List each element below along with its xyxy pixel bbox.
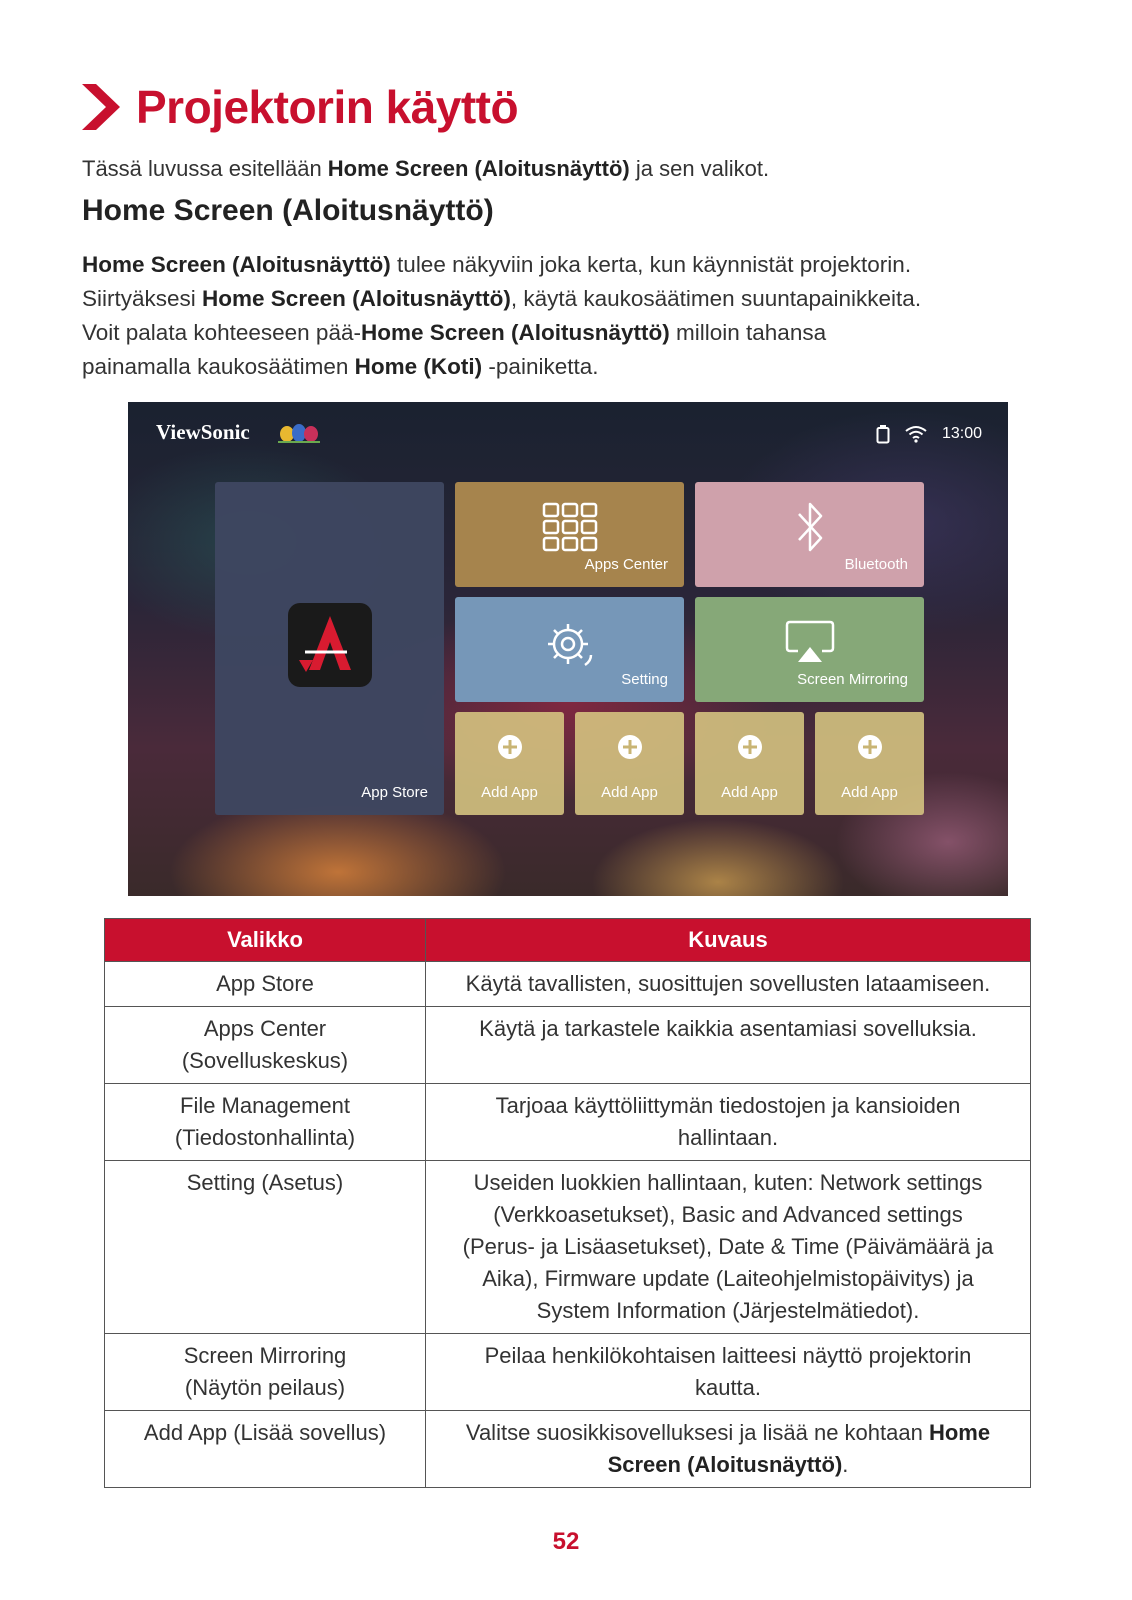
tile-app-store[interactable] (215, 482, 444, 815)
table-row (105, 1161, 1031, 1334)
description-cell: Käytä ja tarkastele kaikkia asentamiasi sovelluksia. (426, 1007, 1031, 1084)
menu-cell: Screen Mirroring (Näytön peilaus) (105, 1334, 426, 1411)
chevron-right-icon (80, 82, 122, 132)
tile-label: Setting (621, 671, 668, 688)
column-header-menu: Valikko (105, 919, 426, 962)
description-cell: Valitse suosikkisovelluksesi ja lisää ne kohtaan Home Screen (Aloitusnäyttö). (426, 1411, 1031, 1488)
tile-label: Add App (841, 784, 898, 801)
menu-cell: App Store (105, 962, 426, 1007)
table-row (105, 1084, 1031, 1161)
table-row (105, 1334, 1031, 1411)
home-screen-screenshot (128, 402, 1008, 896)
table-row (105, 1411, 1031, 1488)
tile-label: Add App (601, 784, 658, 801)
tile-label: Add App (481, 784, 538, 801)
tile-setting[interactable] (455, 597, 684, 702)
description-cell: Peilaa henkilökohtaisen laitteesi näyttö projektorin kautta. (426, 1334, 1031, 1411)
viewsonic-logo: ViewSonic (156, 420, 250, 444)
description-cell: Useiden luokkien hallintaan, kuten: Network settings (Verkkoasetukset), Basic and Advanced settings (Perus- ja Lisäasetukset), Date & Time (Päivämäärä ja Aika), Firmware update (Laiteohjelmistopäivitys) ja System Information (Järjestelmätiedot). (426, 1161, 1031, 1334)
tile-screen-mirroring[interactable] (695, 597, 924, 702)
table-row (105, 1007, 1031, 1084)
table-row (105, 962, 1031, 1007)
gear-icon (543, 619, 597, 673)
page-title: Projektorin käyttö (136, 81, 519, 133)
menu-cell: File Management (Tiedostonhallinta) (105, 1084, 426, 1161)
description-cell: Käytä tavallisten, suosittujen sovellusten lataamiseen. (426, 962, 1031, 1007)
tile-add-app[interactable] (695, 712, 804, 815)
tile-bluetooth[interactable] (695, 482, 924, 587)
plus-circle-icon (497, 734, 523, 760)
page-number: 52 (552, 1528, 580, 1555)
tile-label: App Store (361, 784, 428, 801)
bluetooth-icon (795, 500, 825, 554)
section-paragraph: Home Screen (Aloitusnäyttö) tulee näkyviin joka kerta, kun käynnistät projektorin. Siirtyäksesi Home Screen (Aloitusnäyttö), käytä kaukosäätimen suuntapainikkeita. Voit palata kohteeseen pää-Home Screen (Aloitusnäyttö) milloin tahansa painamalla kaukosäätimen Home (Koti) -painiketta. (82, 252, 922, 379)
page-header (80, 76, 518, 138)
tile-add-app[interactable] (815, 712, 924, 815)
plus-circle-icon (737, 734, 763, 760)
menu-cell: Setting (Asetus) (105, 1161, 426, 1334)
clock: 13:00 (941, 425, 982, 442)
tile-label: Add App (721, 784, 778, 801)
tile-apps-center[interactable] (455, 482, 684, 587)
tile-label: Screen Mirroring (797, 671, 908, 688)
tile-label: Apps Center (584, 556, 668, 573)
section-heading: Home Screen (Aloitusnäyttö) (82, 194, 494, 227)
intro-text: Tässä luvussa esitellään Home Screen (Aloitusnäyttö) ja sen valikot. (82, 156, 770, 181)
wifi-icon (904, 425, 928, 443)
tile-add-app[interactable] (575, 712, 684, 815)
grid-icon (542, 502, 598, 552)
screen-mirroring-icon (784, 619, 836, 665)
birds-logo-icon (278, 420, 320, 444)
tile-label: Bluetooth (844, 556, 908, 573)
menu-cell: Add App (Lisää sovellus) (105, 1411, 426, 1488)
status-bar (876, 424, 982, 444)
column-header-description: Kuvaus (426, 919, 1031, 962)
storage-icon (876, 424, 890, 444)
plus-circle-icon (857, 734, 883, 760)
table-header-row (105, 919, 1031, 962)
description-cell: Tarjoaa käyttöliittymän tiedostojen ja kansioiden hallintaan. (426, 1084, 1031, 1161)
menu-cell: Apps Center (Sovelluskeskus) (105, 1007, 426, 1084)
plus-circle-icon (617, 734, 643, 760)
app-store-icon (287, 602, 373, 688)
tile-add-app[interactable] (455, 712, 564, 815)
menu-table (104, 918, 1031, 1488)
